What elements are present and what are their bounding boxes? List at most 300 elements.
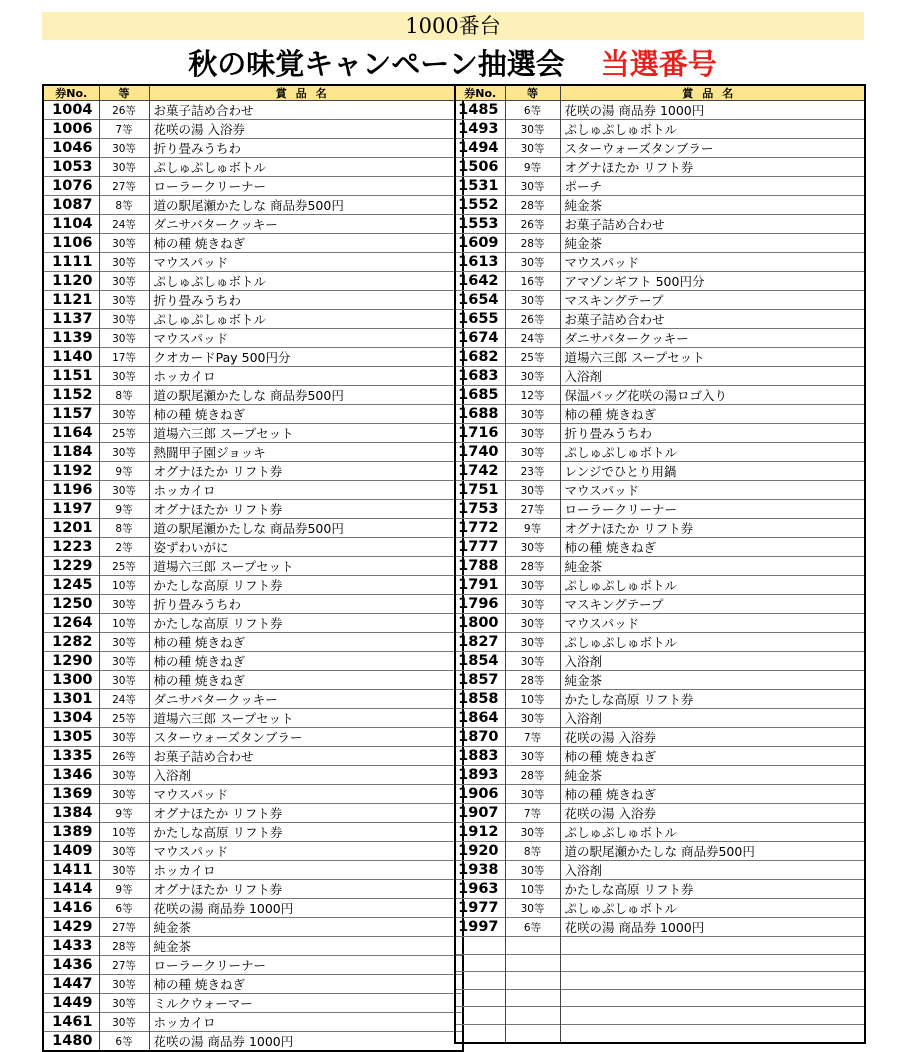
ticket-number: 1912	[455, 823, 505, 842]
ticket-number: 1004	[43, 101, 99, 120]
prize-name: オグナほたか リフト券	[560, 158, 865, 177]
prize-rank: 10等	[99, 823, 149, 842]
prize-name: ポーチ	[560, 177, 865, 196]
prize-name: アマゾンギフト 500円分	[560, 272, 865, 291]
ticket-number: 1006	[43, 120, 99, 139]
prize-rank: 30等	[505, 291, 560, 310]
prize-rank: 10等	[99, 614, 149, 633]
table-row	[43, 443, 463, 462]
prize-rank	[505, 1007, 560, 1025]
ticket-number: 1301	[43, 690, 99, 709]
table-row	[43, 785, 463, 804]
prize-name: お菓子詰め合わせ	[560, 310, 865, 329]
prize-rank: 30等	[505, 614, 560, 633]
table-row	[455, 576, 865, 595]
table-row	[43, 424, 463, 443]
prize-rank: 7等	[505, 728, 560, 747]
prize-rank: 30等	[99, 994, 149, 1013]
prize-name: ぷしゅぷしゅボトル	[149, 158, 463, 177]
prize-name: マウスパッド	[149, 842, 463, 861]
ticket-number: 1201	[43, 519, 99, 538]
ticket-number: 1553	[455, 215, 505, 234]
ticket-number	[455, 972, 505, 990]
table-row	[43, 671, 463, 690]
table-header-row	[455, 85, 865, 101]
ticket-number: 1742	[455, 462, 505, 481]
prize-name: マウスパッド	[560, 481, 865, 500]
ticket-number: 1688	[455, 405, 505, 424]
prize-rank: 27等	[99, 918, 149, 937]
prize-name: 柿の種 焼きねぎ	[560, 785, 865, 804]
table-row	[455, 310, 865, 329]
prize-name: 熱闘甲子園ジョッキ	[149, 443, 463, 462]
ticket-number: 1449	[43, 994, 99, 1013]
table-row	[455, 972, 865, 990]
number-range-banner: 1000番台	[42, 12, 864, 40]
prize-rank	[505, 954, 560, 972]
table-row	[43, 918, 463, 937]
table-row	[455, 1007, 865, 1025]
table-row	[43, 956, 463, 975]
prize-name: 柿の種 焼きねぎ	[560, 747, 865, 766]
prize-rank	[505, 972, 560, 990]
prize-name: 花咲の湯 商品券 1000円	[149, 1032, 463, 1052]
prize-rank: 30等	[99, 633, 149, 652]
ticket-number: 1893	[455, 766, 505, 785]
prize-name: 花咲の湯 入浴券	[560, 804, 865, 823]
prize-rank: 30等	[99, 405, 149, 424]
ticket-number: 1857	[455, 671, 505, 690]
table-row	[455, 196, 865, 215]
table-row	[43, 291, 463, 310]
table-row	[455, 954, 865, 972]
prize-rank: 8等	[99, 386, 149, 405]
prize-name: 柿の種 焼きねぎ	[149, 671, 463, 690]
prize-name	[560, 1024, 865, 1042]
table-row	[455, 785, 865, 804]
table-row	[43, 842, 463, 861]
prize-rank: 30等	[505, 785, 560, 804]
prize-rank: 9等	[505, 158, 560, 177]
ticket-number: 1137	[43, 310, 99, 329]
table-row	[455, 557, 865, 576]
table-row	[43, 1013, 463, 1032]
prize-rank: 8等	[99, 196, 149, 215]
table-row	[43, 899, 463, 918]
prize-name: ホッカイロ	[149, 367, 463, 386]
prize-name: 柿の種 焼きねぎ	[560, 538, 865, 557]
prize-rank: 10等	[99, 576, 149, 595]
ticket-number: 1963	[455, 880, 505, 899]
ticket-number: 1192	[43, 462, 99, 481]
table-row	[43, 614, 463, 633]
prize-rank: 30等	[99, 1013, 149, 1032]
ticket-number: 1409	[43, 842, 99, 861]
prize-name: ぷしゅぷしゅボトル	[560, 633, 865, 652]
prize-rank	[505, 1024, 560, 1042]
prize-rank: 9等	[99, 804, 149, 823]
prize-name	[560, 937, 865, 955]
prize-rank: 27等	[99, 956, 149, 975]
prize-rank: 30等	[99, 671, 149, 690]
ticket-number: 1290	[43, 652, 99, 671]
prize-name: オグナほたか リフト券	[149, 462, 463, 481]
prize-name: 折り畳みうちわ	[149, 595, 463, 614]
prize-name	[560, 972, 865, 990]
prize-rank: 25等	[99, 424, 149, 443]
ticket-number: 1346	[43, 766, 99, 785]
table-row	[43, 462, 463, 481]
ticket-number: 1854	[455, 652, 505, 671]
table-row	[43, 557, 463, 576]
prize-name: かたしな高原 リフト券	[560, 880, 865, 899]
ticket-number: 1609	[455, 234, 505, 253]
prize-name: 道場六三郎 スープセット	[149, 424, 463, 443]
table-row	[455, 215, 865, 234]
prize-rank: 30等	[505, 443, 560, 462]
table-row	[455, 348, 865, 367]
ticket-number: 1229	[43, 557, 99, 576]
ticket-number: 1800	[455, 614, 505, 633]
prize-rank: 30等	[505, 595, 560, 614]
prize-name: 道の駅尾瀬かたしな 商品券500円	[149, 519, 463, 538]
table-row	[43, 177, 463, 196]
table-row	[43, 120, 463, 139]
ticket-number: 1140	[43, 348, 99, 367]
prize-rank	[505, 937, 560, 955]
ticket-number: 1791	[455, 576, 505, 595]
ticket-number: 1788	[455, 557, 505, 576]
prize-rank: 30等	[505, 253, 560, 272]
prize-name: かたしな高原 リフト券	[560, 690, 865, 709]
prize-name: 入浴剤	[560, 367, 865, 386]
table-row	[455, 918, 865, 937]
prize-rank: 27等	[99, 177, 149, 196]
ticket-number: 1389	[43, 823, 99, 842]
prize-rank: 30等	[99, 842, 149, 861]
ticket-number: 1300	[43, 671, 99, 690]
prize-name: 柿の種 焼きねぎ	[149, 405, 463, 424]
table-row	[455, 766, 865, 785]
ticket-number: 1907	[455, 804, 505, 823]
prize-rank: 30等	[99, 443, 149, 462]
table-row	[43, 139, 463, 158]
table-row	[43, 861, 463, 880]
prize-rank: 8等	[99, 519, 149, 538]
prize-header: 賞品名	[149, 85, 463, 101]
table-row	[455, 272, 865, 291]
table-row	[455, 614, 865, 633]
table-row	[455, 652, 865, 671]
ticket-number: 1480	[43, 1032, 99, 1052]
prize-rank: 30等	[505, 823, 560, 842]
prize-rank: 2等	[99, 538, 149, 557]
table-row	[43, 481, 463, 500]
prize-name: ローラークリーナー	[560, 500, 865, 519]
prize-rank: 6等	[99, 1032, 149, 1052]
table-row	[455, 690, 865, 709]
table-row	[455, 500, 865, 519]
ticket-number: 1864	[455, 709, 505, 728]
prize-name: ローラークリーナー	[149, 956, 463, 975]
table-row	[43, 728, 463, 747]
prize-name: オグナほたか リフト券	[149, 500, 463, 519]
prize-name	[560, 954, 865, 972]
prize-name: ぷしゅぷしゅボトル	[149, 310, 463, 329]
winning-numbers-label: 当選番号	[600, 47, 717, 81]
table-row	[43, 405, 463, 424]
prize-rank: 16等	[505, 272, 560, 291]
prize-rank: 28等	[99, 937, 149, 956]
ticket-number: 1827	[455, 633, 505, 652]
table-row	[455, 823, 865, 842]
prize-rank: 6等	[505, 101, 560, 120]
ticket-number: 1151	[43, 367, 99, 386]
prize-name: 道の駅尾瀬かたしな 商品券500円	[560, 842, 865, 861]
table-row	[455, 728, 865, 747]
ticket-number: 1461	[43, 1013, 99, 1032]
prize-rank: 30等	[99, 272, 149, 291]
prize-name: かたしな高原 リフト券	[149, 614, 463, 633]
prize-rank: 17等	[99, 348, 149, 367]
prize-name: ダニサバタークッキー	[149, 215, 463, 234]
table-row	[455, 804, 865, 823]
ticket-number: 1223	[43, 538, 99, 557]
page-title	[0, 44, 905, 84]
table-row	[455, 861, 865, 880]
prize-rank: 28等	[505, 557, 560, 576]
prize-rank: 30等	[505, 367, 560, 386]
ticket-no-header: 券No.	[43, 85, 99, 101]
prize-rank: 9等	[99, 500, 149, 519]
ticket-number: 1613	[455, 253, 505, 272]
prize-rank: 30等	[505, 861, 560, 880]
ticket-number: 1152	[43, 386, 99, 405]
ticket-number: 1740	[455, 443, 505, 462]
prize-name: スターウォーズタンブラー	[560, 139, 865, 158]
prize-name: ホッカイロ	[149, 1013, 463, 1032]
table-row	[43, 652, 463, 671]
prize-name: 入浴剤	[560, 652, 865, 671]
ticket-number: 1920	[455, 842, 505, 861]
prize-rank: 30等	[99, 861, 149, 880]
table-row	[43, 329, 463, 348]
table-row	[43, 272, 463, 291]
prize-name: ホッカイロ	[149, 861, 463, 880]
prize-rank: 24等	[99, 215, 149, 234]
table-row	[455, 538, 865, 557]
prize-name: 道の駅尾瀬かたしな 商品券500円	[149, 386, 463, 405]
prize-rank: 28等	[505, 671, 560, 690]
table-row	[43, 576, 463, 595]
prize-rank: 30等	[99, 481, 149, 500]
prize-name: 柿の種 焼きねぎ	[149, 652, 463, 671]
prize-rank: 30等	[505, 139, 560, 158]
prize-rank: 30等	[99, 139, 149, 158]
ticket-number: 1642	[455, 272, 505, 291]
table-row	[43, 101, 463, 120]
table-row	[455, 234, 865, 253]
prize-name: クオカードPay 500円分	[149, 348, 463, 367]
ticket-number: 1506	[455, 158, 505, 177]
ticket-number: 1494	[455, 139, 505, 158]
table-row	[455, 481, 865, 500]
ticket-number: 1416	[43, 899, 99, 918]
table-row	[455, 177, 865, 196]
prize-name: オグナほたか リフト券	[149, 804, 463, 823]
ticket-number: 1655	[455, 310, 505, 329]
prize-name: 花咲の湯 商品券 1000円	[560, 101, 865, 120]
prize-rank: 30等	[99, 329, 149, 348]
table-row	[43, 158, 463, 177]
prize-rank: 30等	[99, 291, 149, 310]
prize-name: マウスパッド	[149, 253, 463, 272]
prize-rank: 30等	[505, 481, 560, 500]
prize-name: 純金茶	[560, 766, 865, 785]
prize-name: 道の駅尾瀬かたしな 商品券500円	[149, 196, 463, 215]
ticket-number: 1436	[43, 956, 99, 975]
prize-name	[560, 989, 865, 1007]
ticket-number: 1429	[43, 918, 99, 937]
table-row	[43, 747, 463, 766]
table-row	[43, 975, 463, 994]
ticket-number: 1493	[455, 120, 505, 139]
ticket-number: 1111	[43, 253, 99, 272]
prize-rank: 28等	[505, 196, 560, 215]
ticket-number: 1335	[43, 747, 99, 766]
table-row	[455, 120, 865, 139]
prize-rank: 26等	[505, 310, 560, 329]
ticket-number: 1447	[43, 975, 99, 994]
prize-rank: 30等	[505, 899, 560, 918]
prize-name: お菓子詰め合わせ	[560, 215, 865, 234]
ticket-number: 1053	[43, 158, 99, 177]
prize-name: 入浴剤	[560, 709, 865, 728]
prize-name: かたしな高原 リフト券	[149, 823, 463, 842]
table-row	[455, 139, 865, 158]
prize-rank: 30等	[99, 728, 149, 747]
table-row	[455, 367, 865, 386]
prize-rank	[505, 989, 560, 1007]
ticket-number: 1552	[455, 196, 505, 215]
table-row	[43, 690, 463, 709]
prize-name: マウスパッド	[149, 329, 463, 348]
prize-rank: 30等	[99, 253, 149, 272]
prize-rank: 30等	[505, 652, 560, 671]
table-row	[43, 348, 463, 367]
prize-rank: 26等	[505, 215, 560, 234]
ticket-number: 1938	[455, 861, 505, 880]
prize-rank: 30等	[99, 310, 149, 329]
prize-rank: 30等	[99, 367, 149, 386]
table-row	[43, 595, 463, 614]
prize-name: 折り畳みうちわ	[149, 139, 463, 158]
prize-name: マスキングテープ	[560, 595, 865, 614]
ticket-number: 1654	[455, 291, 505, 310]
prize-name: 花咲の湯 入浴券	[560, 728, 865, 747]
ticket-number: 1087	[43, 196, 99, 215]
ticket-number: 1106	[43, 234, 99, 253]
prize-name: 柿の種 焼きねぎ	[149, 633, 463, 652]
campaign-title: 秋の味覚キャンペーン抽選会	[188, 47, 565, 81]
table-row	[43, 709, 463, 728]
prize-name: オグナほたか リフト券	[149, 880, 463, 899]
ticket-number: 1282	[43, 633, 99, 652]
prize-rank: 30等	[99, 234, 149, 253]
winners-table-right	[454, 84, 866, 1044]
prize-rank: 12等	[505, 386, 560, 405]
prize-name: マスキングテープ	[560, 291, 865, 310]
ticket-number: 1076	[43, 177, 99, 196]
ticket-number: 1304	[43, 709, 99, 728]
prize-name: ぷしゅぷしゅボトル	[560, 899, 865, 918]
prize-header: 賞品名	[560, 85, 865, 101]
ticket-number: 1753	[455, 500, 505, 519]
table-row	[455, 671, 865, 690]
ticket-number: 1197	[43, 500, 99, 519]
prize-name: 道場六三郎 スープセット	[149, 709, 463, 728]
prize-name: レンジでひとり用鍋	[560, 462, 865, 481]
prize-name: 折り畳みうちわ	[149, 291, 463, 310]
ticket-number: 1674	[455, 329, 505, 348]
prize-rank: 30等	[505, 538, 560, 557]
prize-rank: 28等	[505, 766, 560, 785]
ticket-number: 1305	[43, 728, 99, 747]
prize-rank: 23等	[505, 462, 560, 481]
prize-rank: 30等	[505, 405, 560, 424]
table-row	[43, 880, 463, 899]
prize-rank: 30等	[99, 785, 149, 804]
prize-name: 柿の種 焼きねぎ	[560, 405, 865, 424]
prize-name: 姿ずわいがに	[149, 538, 463, 557]
table-row	[455, 386, 865, 405]
winners-table-left	[42, 84, 464, 1052]
prize-rank: 30等	[99, 975, 149, 994]
table-row	[455, 633, 865, 652]
table-row	[43, 823, 463, 842]
ticket-number: 1777	[455, 538, 505, 557]
prize-name: マウスパッド	[560, 253, 865, 272]
table-row	[455, 880, 865, 899]
table-row	[455, 595, 865, 614]
table-row	[43, 994, 463, 1013]
table-row	[455, 462, 865, 481]
prize-name: ローラークリーナー	[149, 177, 463, 196]
ticket-number: 1104	[43, 215, 99, 234]
prize-name: 柿の種 焼きねぎ	[149, 234, 463, 253]
prize-rank: 25等	[505, 348, 560, 367]
prize-rank: 9等	[99, 880, 149, 899]
ticket-number: 1997	[455, 918, 505, 937]
prize-name: 入浴剤	[149, 766, 463, 785]
ticket-number: 1685	[455, 386, 505, 405]
table-row	[455, 443, 865, 462]
ticket-number: 1751	[455, 481, 505, 500]
prize-name: ダニサバタークッキー	[560, 329, 865, 348]
ticket-number: 1245	[43, 576, 99, 595]
prize-rank: 30等	[99, 158, 149, 177]
table-row	[455, 747, 865, 766]
ticket-number: 1858	[455, 690, 505, 709]
prize-name: 純金茶	[560, 196, 865, 215]
prize-name: マウスパッド	[560, 614, 865, 633]
prize-rank: 30等	[505, 747, 560, 766]
ticket-number: 1485	[455, 101, 505, 120]
prize-rank: 26等	[99, 747, 149, 766]
ticket-number: 1046	[43, 139, 99, 158]
prize-rank: 25等	[99, 557, 149, 576]
prize-name: 純金茶	[560, 671, 865, 690]
